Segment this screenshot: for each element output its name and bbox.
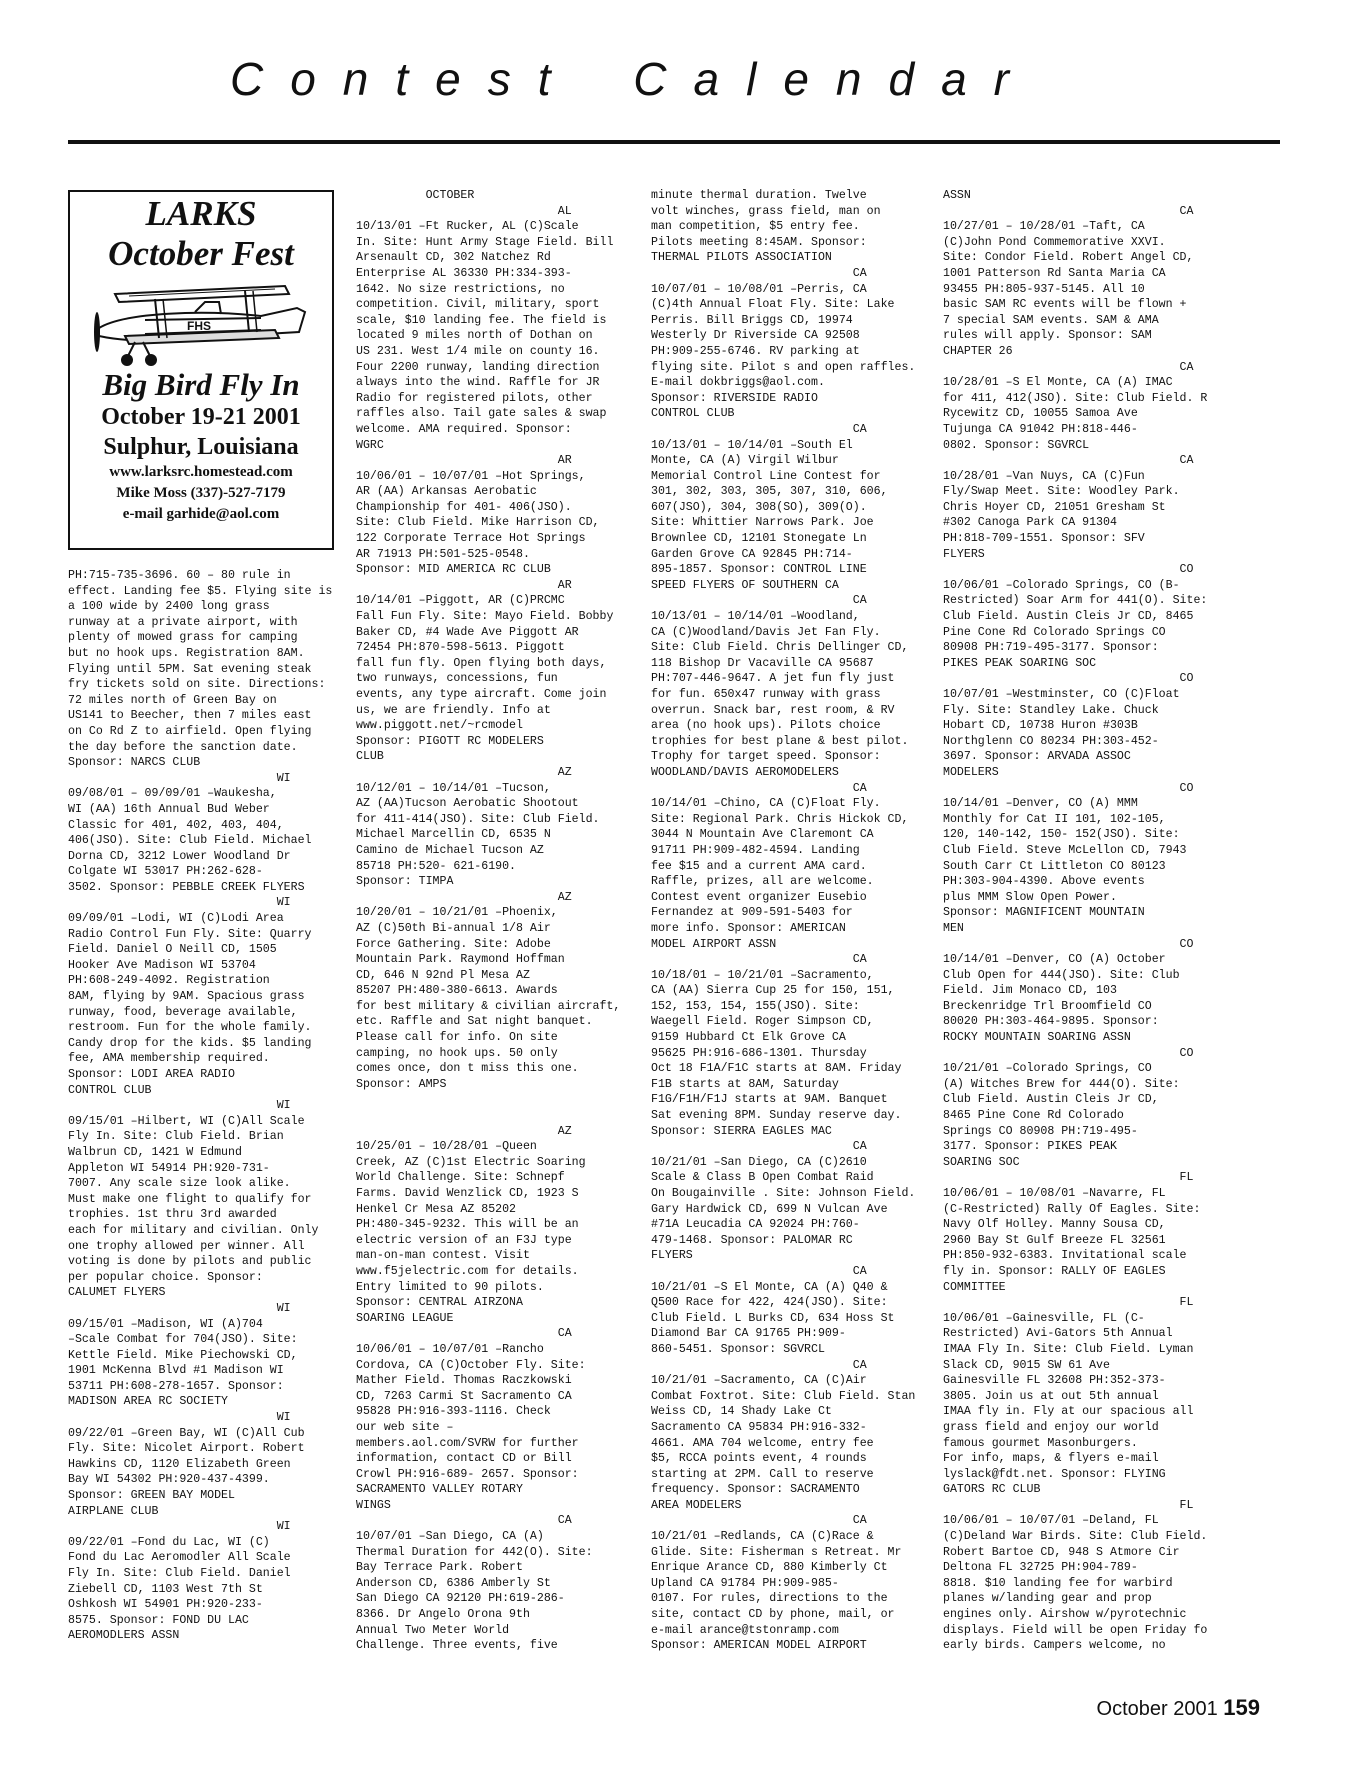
ad-title-larks: LARKS [145,194,257,233]
listing-column-3: minute thermal duration. Twelve volt winches, grass field, man on man competition, $5 entry fee. Pilots meeting 8:45AM. Sponsor: THERMAL PILOTS ASSOCIATION CA 10/07/01 – 10/08/01 –Perris, CA (C)4th Annual Float Fly. Site: Lake Perris. Bill Briggs CD, 19974 Westerly Dr Riverside CA 92508 PH:909-255-6746. RV parking at flying site. Pilot s and open raffles. E-mail dokbriggs@aol.com. Sponsor: RIVERSIDE RADIO CONTROL CLUB CA 10/13/01 – 10/14/01 –South El Monte, CA (A) Virgil Wilbur Memorial Control Line Contest for 301, 302, 303, 305, 307, 310, 606, 607(JSO), 304, 308(SO), 309(O). Site: Whittier Narrows Park. Joe Brownlee CD, 12101 Stonegate Ln Garden Grove CA 92845 PH:714- 895-1857. Sponsor: CONTROL LINE SPEED FLYERS OF SOUTHERN CA CA 10/13/01 – 10/14/01 –Woodland, CA (C)Woodland/Davis Jet Fan Fly. Site: Club Field. Chris Dellinger CD, 118 Bishop Dr Vacaville CA 95687 PH:707-446-9647. A jet fun fly just for fun. 650x47 runway with grass overrun. Snack bar, rest room, & RV area (no hook ups). Pilots choice trophies for best plane & best pilot. Trophy for target speed. Sponsor: WOODLAND/DAVIS AEROMODELERS CA 10/14/01 –Chino, CA (C)Float Fly. Site: Regional Park. Chris Hickok CD, 3044 N Mountain Ave Claremont CA 91711 PH:909-482-4594. Landing fee $15 and a current AMA card. Raffle, prizes, all are welcome. Contest event organizer Eusebio Fernandez at 909-591-5403 for more info. Sponsor: AMERICAN MODEL AIRPORT ASSN CA 10/18/01 – 10/21/01 –Sacramento, CA (AA) Sierra Cup 25 for 150, 151, 152, 153, 154, 155(JSO). Site: Waegell Field. Roger Simpson CD, 9159 Hubbard Ct Elk Grove CA 95625 PH:916-686-1301. Thursday Oct 18 F1A/F1C starts at 8AM. Friday F1B starts at 8AM, Saturday F1G/F1H/F1J starts at 9AM. Banquet Sat evening 8PM. Sunday reserve day. Sponsor: SIERRA EAGLES MAC CA 10/21/01 –San Diego, CA (C)2610 Scale & Class B Open Combat Raid On Bougainville . Site: Johnson Field. Gary Hardwick CD, 699 N Vulcan Ave #71A Leucadia CA 92024 PH:760- 479-1468. Sponsor: PALOMAR RC FLYERS CA 10/21/01 –S El Monte, CA (A) Q40 & Q500 Race for 422, 424(JSO). Site: Club Field. L Burks CD, 634 Hoss St Diamond Bar CA 91765 PH:909- 860-5451. Sponsor: SGVRCL CA 10/21/01 –Sacramento, CA (C)Air Combat Foxtrot. Site: Club Field. Stan Weiss CD, 14 Shady Lake Ct Sacramento CA 95834 PH:916-332- 4661. AMA 704 welcome, entry fee $5, RCCA points event, 4 rounds starting at 2PM. Call to reserve frequency. Sponsor: SACRAMENTO AREA MODELERS CA 10/21/01 –Redlands, CA (C)Race & Glide. Site: Fisherman s Retreat. Mr Enrique Arance CD, 880 Kimberly Ct Upland CA 91784 PH:909-985- 0107. For rules, directions to the site, contact CD by phone, mail, or e-mail arance@tstonramp.com Sponsor: AMERICAN MODEL AIRPORT [651,189,916,1653]
page-footer [1097,1695,1260,1721]
plane-label: FHS [187,319,211,333]
footer-issue: October 2001 [1096,1698,1218,1720]
listing-column-2: OCTOBER AL 10/13/01 –Ft Rucker, AL (C)Scale In. Site: Hunt Army Stage Field. Bill Arsenault CD, 302 Natchez Rd Enterprise AL 36330 PH:334-393- 1642. No size restrictions, no competition. Civil, military, sport scale, $10 landing fee. The field is located 9 miles north of Dothan on US 231. West 1/4 mile on county 16. Four 2200 runway, landing direction always into the wind. Raffle for JR Radio for registered pilots, other raffles also. Tail gate sales & swap welcome. AMA required. Sponsor: WGRC AR 10/06/01 – 10/07/01 –Hot Springs, AR (AA) Arkansas Aerobatic Championship for 401- 406(JSO). Site: Club Field. Mike Harrison CD, 122 Corporate Terrace Hot Springs AR 71913 PH:501-525-0548. Sponsor: MID AMERICA RC CLUB AR 10/14/01 –Piggott, AR (C)PRCMC Fall Fun Fly. Site: Mayo Field. Bobby Baker CD, #4 Wade Ave Piggott AR 72454 PH:870-598-5613. Piggott fall fun fly. Open flying both days, two runways, concessions, fun events, any type aircraft. Come join us, we are friendly. Info at www.piggott.net/~rcmodel Sponsor: PIGOTT RC MODELERS CLUB AZ 10/12/01 – 10/14/01 –Tucson, AZ (AA)Tucson Aerobatic Shootout for 411-414(JSO). Site: Club Field. Michael Marcellin CD, 6535 N Camino de Michael Tucson AZ 85718 PH:520- 621-6190. Sponsor: TIMPA AZ 10/20/01 – 10/21/01 –Phoenix, AZ (C)50th Bi-annual 1/8 Air Force Gathering. Site: Adobe Mountain Park. Raymond Hoffman CD, 646 N 92nd Pl Mesa AZ 85207 PH:480-380-6613. Awards for best military & civilian aircraft, etc. Raffle and Sat night banquet. Please call for info. On site camping, no hook ups. 50 only comes once, don t miss this one. Sponsor: AMPS AZ 10/25/01 – 10/28/01 –Queen Creek, AZ (C)1st Electric Soaring World Challenge. Site: Schnepf Farms. David Wenzlick CD, 1923 S Henkel Cr Mesa AZ 85202 PH:480-345-9232. This will be an electric version of an F3J type man-on-man contest. Visit www.f5jelectric.com for details. Entry limited to 90 pilots. Sponsor: CENTRAL AIRZONA SOARING LEAGUE CA 10/06/01 – 10/07/01 –Rancho Cordova, CA (C)October Fly. Site: Mather Field. Thomas Raczkowski CD, 7263 Carmi St Sacramento CA 95828 PH:916-393-1116. Check our web site – members.aol.com/SVRW for further information, contact CD or Bill Crowl PH:916-689- 2657. Sponsor: SACRAMENTO VALLEY ROTARY WINGS CA 10/07/01 –San Diego, CA (A) Thermal Duration for 442(O). Site: Bay Terrace Park. Robert Anderson CD, 6386 Amberly St San Diego CA 92120 PH:619-286- 8366. Dr Angelo Orona 9th Annual Two Meter World Challenge. Three events, five [356,189,621,1653]
footer-page-number: 159 [1223,1695,1260,1720]
ad-dates: October 19-21 2001 [101,404,301,430]
ad-title-october-fest: October Fest [108,234,294,273]
header-rule [68,140,1280,144]
ad-email: e-mail garhide@aol.com [122,506,280,522]
larks-advertisement [68,190,334,550]
listing-column-1: PH:715-735-3696. 60 – 80 rule in effect. Landing fee $5. Flying site is a 100 wide by 2400 long grass runway at a private airport, with plenty of mowed grass for camping but no hook ups. Registration 8AM. Flying until 5PM. Sat evening steak fry tickets sold on site. Directions: 72 miles north of Green Bay on US141 to Beecher, then 7 miles east on Co Rd Z to airfield. Open flying the day before the sanction date. Sponsor: NARCS CLUB WI 09/08/01 – 09/09/01 –Waukesha, WI (AA) 16th Annual Bud Weber Classic for 401, 402, 403, 404, 406(JSO). Site: Club Field. Michael Dorna CD, 3212 Lower Woodland Dr Colgate WI 53017 PH:262-628- 3502. Sponsor: PEBBLE CREEK FLYERS WI 09/09/01 –Lodi, WI (C)Lodi Area Radio Control Fun Fly. Site: Quarry Field. Daniel O Neill CD, 1505 Hooker Ave Madison WI 53704 PH:608-249-4092. Registration 8AM, flying by 9AM. Spacious grass runway, food, beverage available, restroom. Fun for the whole family. Candy drop for the kids. $5 landing fee, AMA membership required. Sponsor: LODI AREA RADIO CONTROL CLUB WI 09/15/01 –Hilbert, WI (C)All Scale Fly In. Site: Club Field. Brian Walbrun CD, 1421 W Edmund Appleton WI 54914 PH:920-731- 7007. Any scale size look alike. Must make one flight to qualify for trophies. 1st thru 3rd awarded each for military and civilian. Only one trophy allowed per winner. All voting is done by pilots and public per popular choice. Sponsor: CALUMET FLYERS WI 09/15/01 –Madison, WI (A)704 –Scale Combat for 704(JSO). Site: Kettle Field. Mike Piechowski CD, 1901 McKenna Blvd #1 Madison WI 53711 PH:608-278-1657. Sponsor: MADISON AREA RC SOCIETY WI 09/22/01 –Green Bay, WI (C)All Cub Fly. Site: Nicolet Airport. Robert Hawkins CD, 1120 Elizabeth Green Bay WI 54302 PH:920-437-4399. Sponsor: GREEN BAY MODEL AIRPLANE CLUB WI 09/22/01 –Fond du Lac, WI (C) Fond du Lac Aeromodler All Scale Fly In. Site: Club Field. Daniel Ziebell CD, 1103 West 7th St Oshkosh WI 54901 PH:920-233- 8575. Sponsor: FOND DU LAC AEROMODLERS ASSN [68,569,333,1643]
ad-title-big-bird: Big Bird Fly In [102,367,300,402]
page-title: Contest Calendar [230,53,1036,105]
ad-website: www.larksrc.homestead.com [109,464,293,480]
listing-column-4: ASSN CA 10/27/01 – 10/28/01 –Taft, CA (C)John Pond Commemorative XXVI. Site: Condor Field. Robert Angel CD, 1001 Patterson Rd Santa Maria CA 93455 PH:805-937-5145. All 10 basic SAM RC events will be flown + 7 special SAM events. SAM & AMA rules will apply. Sponsor: SAM CHAPTER 26 CA 10/28/01 –S El Monte, CA (A) IMAC for 411, 412(JSO). Site: Club Field. R Rycewitz CD, 10055 Samoa Ave Tujunga CA 91042 PH:818-446- 0802. Sponsor: SGVRCL CA 10/28/01 –Van Nuys, CA (C)Fun Fly/Swap Meet. Site: Woodley Park. Chris Hoyer CD, 21051 Gresham St #302 Canoga Park CA 91304 PH:818-709-1551. Sponsor: SFV FLYERS CO 10/06/01 –Colorado Springs, CO (B- Restricted) Soar Arm for 441(O). Site: Club Field. Austin Cleis Jr CD, 8465 Pine Cone Rd Colorado Springs CO 80908 PH:719-495-3177. Sponsor: PIKES PEAK SOARING SOC CO 10/07/01 –Westminster, CO (C)Float Fly. Site: Standley Lake. Chuck Hobart CD, 10738 Huron #303B Northglenn CO 80234 PH:303-452- 3697. Sponsor: ARVADA ASSOC MODELERS CO 10/14/01 –Denver, CO (A) MMM Monthly for Cat II 101, 102-105, 120, 140-142, 150- 152(JSO). Site: Club Field. Steve McLellon CD, 7943 South Carr Ct Littleton CO 80123 PH:303-904-4390. Above events plus MMM Slow Open Power. Sponsor: MAGNIFICENT MOUNTAIN MEN CO 10/14/01 –Denver, CO (A) October Club Open for 444(JSO). Site: Club Field. Jim Monaco CD, 103 Breckenridge Trl Broomfield CO 80020 PH:303-464-9895. Sponsor: ROCKY MOUNTAIN SOARING ASSN CO 10/21/01 –Colorado Springs, CO (A) Witches Brew for 444(O). Site: Club Field. Austin Cleis Jr CD, 8465 Pine Cone Rd Colorado Springs CO 80908 PH:719-495- 3177. Sponsor: PIKES PEAK SOARING SOC FL 10/06/01 – 10/08/01 –Navarre, FL (C-Restricted) Rally Of Eagles. Site: Navy Olf Holley. Manny Sousa CD, 2960 Bay St Gulf Breeze FL 32561 PH:850-932-6383. Invitational scale fly in. Sponsor: RALLY OF EAGLES COMMITTEE FL 10/06/01 –Gainesville, FL (C- Restricted) Avi-Gators 5th Annual IMAA Fly In. Site: Club Field. Lyman Slack CD, 9015 SW 61 Ave Gainesville FL 32608 PH:352-373- 3805. Join us at out 5th annual IMAA fly in. Fly at our spacious all grass field and enjoy our world famous gourmet Masonburgers. For info, maps, & flyers e-mail lyslack@fdt.net. Sponsor: FLYING GATORS RC CLUB FL 10/06/01 – 10/07/01 –Deland, FL (C)Deland War Birds. Site: Club Field. Robert Bartoe CD, 948 S Atmore Cir Deltona FL 32725 PH:904-789- 8818. $10 landing fee for warbird planes w/landing gear and prop engines only. Airshow w/pyrotechnic displays. Field will be open Friday fo early birds. Campers welcome, no [943,189,1208,1653]
ad-location: Sulphur, Louisiana [103,434,299,460]
biplane-illustration [85,272,317,368]
ad-contact: Mike Moss (337)-527-7179 [116,485,286,501]
